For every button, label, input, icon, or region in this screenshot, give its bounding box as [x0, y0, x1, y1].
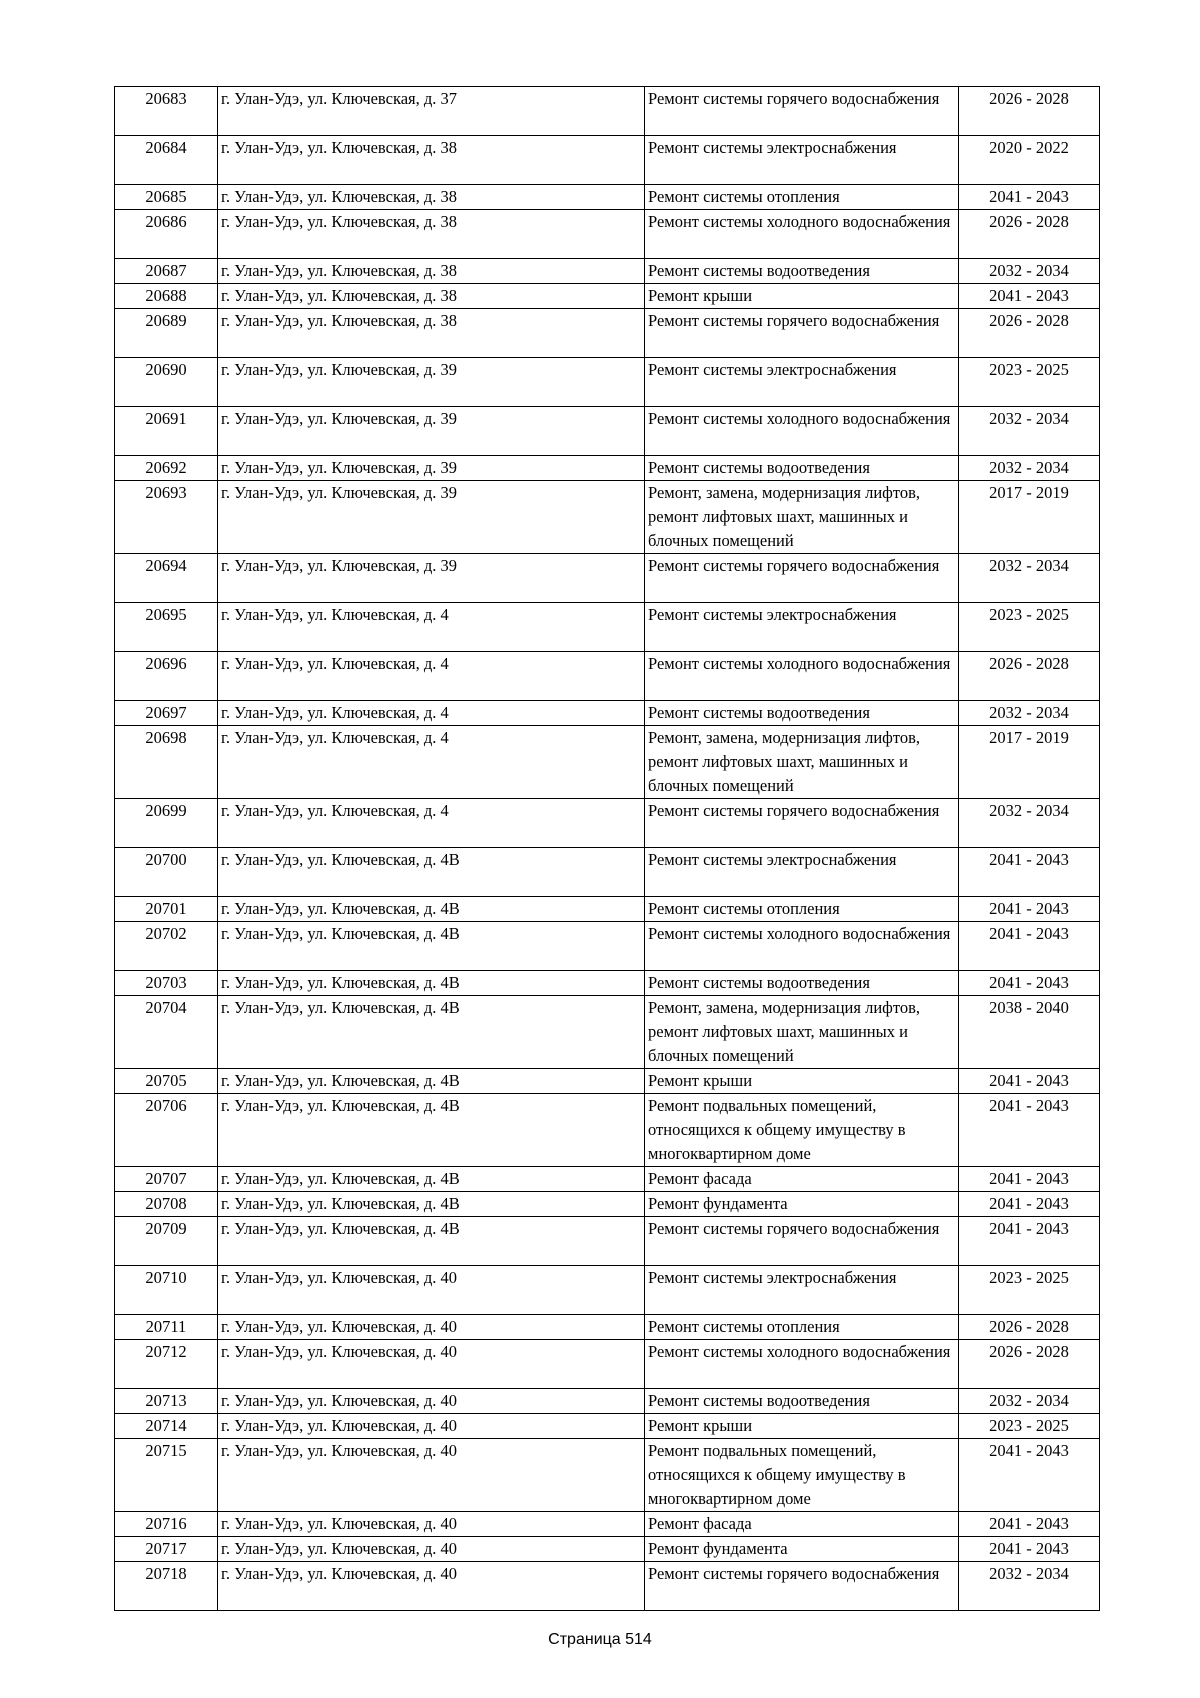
cell-work-type: Ремонт системы холодного водоснабжения [645, 1340, 959, 1389]
cell-address: г. Улан-Удэ, ул. Ключевская, д. 4В [218, 1069, 645, 1094]
table-row [115, 1537, 1100, 1562]
cell-period: 2041 - 2043 [959, 1439, 1100, 1512]
cell-number: 20712 [115, 1340, 218, 1389]
cell-number: 20694 [115, 554, 218, 603]
cell-number: 20698 [115, 726, 218, 799]
table-row [115, 1217, 1100, 1266]
table-row [115, 284, 1100, 309]
cell-number: 20704 [115, 996, 218, 1069]
cell-number: 20695 [115, 603, 218, 652]
cell-number: 20710 [115, 1266, 218, 1315]
table-row [115, 848, 1100, 897]
table-row [115, 210, 1100, 259]
cell-work-type: Ремонт фасада [645, 1512, 959, 1537]
table-row [115, 726, 1100, 799]
cell-work-type: Ремонт системы водоотведения [645, 259, 959, 284]
cell-number: 20701 [115, 897, 218, 922]
cell-number: 20714 [115, 1414, 218, 1439]
table-row [115, 185, 1100, 210]
cell-address: г. Улан-Удэ, ул. Ключевская, д. 40 [218, 1340, 645, 1389]
table-row [115, 456, 1100, 481]
cell-address: г. Улан-Удэ, ул. Ключевская, д. 38 [218, 309, 645, 358]
cell-period: 2041 - 2043 [959, 1537, 1100, 1562]
table-row [115, 259, 1100, 284]
cell-number: 20693 [115, 481, 218, 554]
cell-period: 2023 - 2025 [959, 1266, 1100, 1315]
cell-period: 2032 - 2034 [959, 456, 1100, 481]
cell-number: 20717 [115, 1537, 218, 1562]
cell-address: г. Улан-Удэ, ул. Ключевская, д. 4 [218, 799, 645, 848]
cell-work-type: Ремонт фасада [645, 1167, 959, 1192]
cell-period: 2041 - 2043 [959, 1192, 1100, 1217]
cell-work-type: Ремонт, замена, модернизация лифтов, ремонт лифтовых шахт, машинных и блочных помещений [645, 481, 959, 554]
cell-period: 2032 - 2034 [959, 799, 1100, 848]
cell-address: г. Улан-Удэ, ул. Ключевская, д. 4В [218, 1217, 645, 1266]
page-number: Страница 514 [548, 1631, 652, 1648]
cell-work-type: Ремонт фундамента [645, 1192, 959, 1217]
cell-number: 20700 [115, 848, 218, 897]
cell-address: г. Улан-Удэ, ул. Ключевская, д. 4 [218, 726, 645, 799]
cell-period: 2020 - 2022 [959, 136, 1100, 185]
cell-period: 2023 - 2025 [959, 358, 1100, 407]
cell-period: 2023 - 2025 [959, 1414, 1100, 1439]
cell-number: 20684 [115, 136, 218, 185]
cell-work-type: Ремонт, замена, модернизация лифтов, ремонт лифтовых шахт, машинных и блочных помещений [645, 726, 959, 799]
cell-address: г. Улан-Удэ, ул. Ключевская, д. 38 [218, 259, 645, 284]
cell-period: 2026 - 2028 [959, 309, 1100, 358]
cell-work-type: Ремонт системы электроснабжения [645, 603, 959, 652]
table-row [115, 1266, 1100, 1315]
table-row [115, 1562, 1100, 1611]
cell-work-type: Ремонт системы отопления [645, 1315, 959, 1340]
cell-period: 2041 - 2043 [959, 1167, 1100, 1192]
cell-work-type: Ремонт системы водоотведения [645, 971, 959, 996]
cell-period: 2026 - 2028 [959, 1340, 1100, 1389]
table-row [115, 1340, 1100, 1389]
cell-period: 2041 - 2043 [959, 1512, 1100, 1537]
table-row [115, 1069, 1100, 1094]
cell-work-type: Ремонт фундамента [645, 1537, 959, 1562]
cell-work-type: Ремонт системы электроснабжения [645, 848, 959, 897]
cell-address: г. Улан-Удэ, ул. Ключевская, д. 39 [218, 358, 645, 407]
cell-address: г. Улан-Удэ, ул. Ключевская, д. 4В [218, 971, 645, 996]
cell-work-type: Ремонт крыши [645, 1414, 959, 1439]
cell-address: г. Улан-Удэ, ул. Ключевская, д. 40 [218, 1439, 645, 1512]
cell-number: 20705 [115, 1069, 218, 1094]
table-row [115, 1094, 1100, 1167]
cell-address: г. Улан-Удэ, ул. Ключевская, д. 37 [218, 87, 645, 136]
cell-address: г. Улан-Удэ, ул. Ключевская, д. 40 [218, 1315, 645, 1340]
cell-work-type: Ремонт системы отопления [645, 185, 959, 210]
table-row [115, 1512, 1100, 1537]
table-row [115, 309, 1100, 358]
cell-number: 20686 [115, 210, 218, 259]
cell-work-type: Ремонт системы водоотведения [645, 456, 959, 481]
cell-address: г. Улан-Удэ, ул. Ключевская, д. 39 [218, 407, 645, 456]
cell-period: 2032 - 2034 [959, 701, 1100, 726]
table-row [115, 136, 1100, 185]
cell-number: 20716 [115, 1512, 218, 1537]
cell-number: 20709 [115, 1217, 218, 1266]
cell-number: 20718 [115, 1562, 218, 1611]
cell-work-type: Ремонт системы водоотведения [645, 1389, 959, 1414]
cell-number: 20692 [115, 456, 218, 481]
cell-period: 2041 - 2043 [959, 971, 1100, 996]
cell-number: 20691 [115, 407, 218, 456]
table-row [115, 922, 1100, 971]
cell-period: 2041 - 2043 [959, 1069, 1100, 1094]
cell-work-type: Ремонт системы горячего водоснабжения [645, 1217, 959, 1266]
cell-period: 2032 - 2034 [959, 1562, 1100, 1611]
table-row [115, 603, 1100, 652]
cell-number: 20707 [115, 1167, 218, 1192]
cell-address: г. Улан-Удэ, ул. Ключевская, д. 40 [218, 1562, 645, 1611]
cell-work-type: Ремонт системы холодного водоснабжения [645, 922, 959, 971]
cell-address: г. Улан-Удэ, ул. Ключевская, д. 38 [218, 136, 645, 185]
cell-address: г. Улан-Удэ, ул. Ключевская, д. 4В [218, 996, 645, 1069]
cell-number: 20711 [115, 1315, 218, 1340]
cell-work-type: Ремонт, замена, модернизация лифтов, ремонт лифтовых шахт, машинных и блочных помещений [645, 996, 959, 1069]
cell-work-type: Ремонт системы холодного водоснабжения [645, 652, 959, 701]
cell-address: г. Улан-Удэ, ул. Ключевская, д. 38 [218, 210, 645, 259]
cell-work-type: Ремонт системы водоотведения [645, 701, 959, 726]
repair-schedule-table [114, 86, 1100, 1611]
cell-period: 2038 - 2040 [959, 996, 1100, 1069]
table-body [115, 87, 1100, 1611]
cell-address: г. Улан-Удэ, ул. Ключевская, д. 40 [218, 1266, 645, 1315]
cell-address: г. Улан-Удэ, ул. Ключевская, д. 4В [218, 922, 645, 971]
cell-period: 2032 - 2034 [959, 259, 1100, 284]
cell-number: 20702 [115, 922, 218, 971]
cell-period: 2023 - 2025 [959, 603, 1100, 652]
cell-address: г. Улан-Удэ, ул. Ключевская, д. 4В [218, 1094, 645, 1167]
cell-period: 2026 - 2028 [959, 652, 1100, 701]
cell-number: 20687 [115, 259, 218, 284]
cell-work-type: Ремонт системы электроснабжения [645, 1266, 959, 1315]
cell-address: г. Улан-Удэ, ул. Ключевская, д. 4В [218, 897, 645, 922]
cell-number: 20697 [115, 701, 218, 726]
cell-address: г. Улан-Удэ, ул. Ключевская, д. 39 [218, 481, 645, 554]
cell-number: 20685 [115, 185, 218, 210]
cell-period: 2041 - 2043 [959, 1094, 1100, 1167]
cell-work-type: Ремонт системы холодного водоснабжения [645, 210, 959, 259]
cell-period: 2017 - 2019 [959, 481, 1100, 554]
cell-work-type: Ремонт системы отопления [645, 897, 959, 922]
cell-address: г. Улан-Удэ, ул. Ключевская, д. 38 [218, 185, 645, 210]
table-row [115, 407, 1100, 456]
cell-address: г. Улан-Удэ, ул. Ключевская, д. 40 [218, 1414, 645, 1439]
cell-number: 20690 [115, 358, 218, 407]
cell-work-type: Ремонт системы электроснабжения [645, 136, 959, 185]
table-row [115, 1414, 1100, 1439]
table-row [115, 554, 1100, 603]
cell-number: 20708 [115, 1192, 218, 1217]
cell-period: 2032 - 2034 [959, 407, 1100, 456]
table-row [115, 358, 1100, 407]
table-row [115, 1439, 1100, 1512]
cell-period: 2041 - 2043 [959, 897, 1100, 922]
table-row [115, 87, 1100, 136]
cell-work-type: Ремонт крыши [645, 1069, 959, 1094]
cell-number: 20713 [115, 1389, 218, 1414]
cell-address: г. Улан-Удэ, ул. Ключевская, д. 4В [218, 848, 645, 897]
cell-number: 20688 [115, 284, 218, 309]
cell-address: г. Улан-Удэ, ул. Ключевская, д. 4В [218, 1167, 645, 1192]
cell-period: 2017 - 2019 [959, 726, 1100, 799]
cell-number: 20706 [115, 1094, 218, 1167]
cell-number: 20689 [115, 309, 218, 358]
cell-period: 2032 - 2034 [959, 1389, 1100, 1414]
cell-address: г. Улан-Удэ, ул. Ключевская, д. 4В [218, 1192, 645, 1217]
cell-work-type: Ремонт системы горячего водоснабжения [645, 309, 959, 358]
cell-period: 2041 - 2043 [959, 922, 1100, 971]
cell-address: г. Улан-Удэ, ул. Ключевская, д. 4 [218, 603, 645, 652]
cell-address: г. Улан-Удэ, ул. Ключевская, д. 40 [218, 1389, 645, 1414]
cell-number: 20703 [115, 971, 218, 996]
cell-period: 2041 - 2043 [959, 848, 1100, 897]
cell-period: 2026 - 2028 [959, 210, 1100, 259]
table-row [115, 701, 1100, 726]
cell-work-type: Ремонт системы горячего водоснабжения [645, 799, 959, 848]
cell-address: г. Улан-Удэ, ул. Ключевская, д. 4 [218, 701, 645, 726]
cell-period: 2041 - 2043 [959, 185, 1100, 210]
table-row [115, 897, 1100, 922]
cell-number: 20699 [115, 799, 218, 848]
cell-work-type: Ремонт подвальных помещений, относящихся к общему имуществу в многоквартирном доме [645, 1094, 959, 1167]
table-row [115, 652, 1100, 701]
cell-number: 20715 [115, 1439, 218, 1512]
cell-period: 2041 - 2043 [959, 1217, 1100, 1266]
cell-period: 2026 - 2028 [959, 87, 1100, 136]
table-row [115, 481, 1100, 554]
cell-work-type: Ремонт системы холодного водоснабжения [645, 407, 959, 456]
cell-work-type: Ремонт системы горячего водоснабжения [645, 554, 959, 603]
table-row [115, 971, 1100, 996]
cell-period: 2041 - 2043 [959, 284, 1100, 309]
cell-work-type: Ремонт подвальных помещений, относящихся к общему имуществу в многоквартирном доме [645, 1439, 959, 1512]
cell-address: г. Улан-Удэ, ул. Ключевская, д. 40 [218, 1537, 645, 1562]
cell-number: 20696 [115, 652, 218, 701]
cell-work-type: Ремонт системы горячего водоснабжения [645, 1562, 959, 1611]
table-row [115, 1192, 1100, 1217]
cell-address: г. Улан-Удэ, ул. Ключевская, д. 38 [218, 284, 645, 309]
table-row [115, 996, 1100, 1069]
table-row [115, 799, 1100, 848]
cell-period: 2032 - 2034 [959, 554, 1100, 603]
table-row [115, 1315, 1100, 1340]
cell-address: г. Улан-Удэ, ул. Ключевская, д. 40 [218, 1512, 645, 1537]
cell-period: 2026 - 2028 [959, 1315, 1100, 1340]
table-row [115, 1167, 1100, 1192]
cell-work-type: Ремонт системы электроснабжения [645, 358, 959, 407]
cell-address: г. Улан-Удэ, ул. Ключевская, д. 39 [218, 554, 645, 603]
cell-work-type: Ремонт системы горячего водоснабжения [645, 87, 959, 136]
table-row [115, 1389, 1100, 1414]
cell-address: г. Улан-Удэ, ул. Ключевская, д. 4 [218, 652, 645, 701]
cell-number: 20683 [115, 87, 218, 136]
cell-address: г. Улан-Удэ, ул. Ключевская, д. 39 [218, 456, 645, 481]
cell-work-type: Ремонт крыши [645, 284, 959, 309]
